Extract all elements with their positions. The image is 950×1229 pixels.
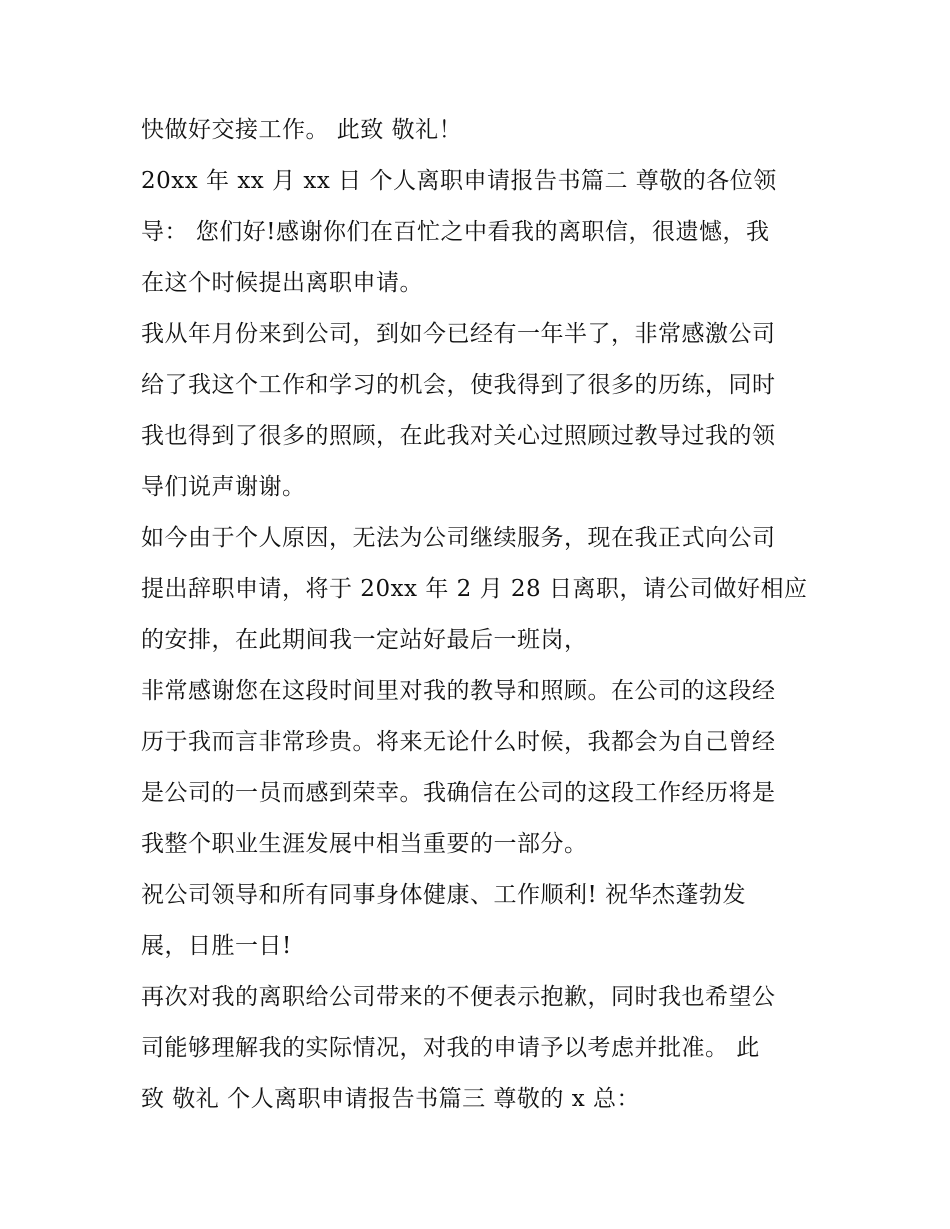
- text-line: 导们说声谢谢。: [141, 474, 306, 500]
- text-line: 在这个时候提出离职申请。: [141, 270, 423, 296]
- text-line: 致 敬礼 个人离职申请报告书篇三 尊敬的 x 总：: [141, 1086, 641, 1112]
- text-line: 给了我这个工作和学习的机会，使我得到了很多的历练，同时: [141, 372, 776, 398]
- text-line: 我也得到了很多的照顾，在此我对关心过照顾过教导过我的领: [141, 423, 776, 449]
- text-line: 祝公司领导和所有同事身体健康、工作顺利! 祝华杰蓬勃发: [141, 882, 747, 908]
- text-line: 再次对我的离职给公司带来的不便表示抱歉，同时我也希望公: [141, 984, 776, 1010]
- text-line: 展，日胜一日!: [141, 933, 292, 959]
- text-line: 的安排，在此期间我一定站好最后一班岗，: [141, 627, 588, 653]
- text-line: 是公司的一员而感到荣幸。我确信在公司的这段工作经历将是: [141, 780, 776, 806]
- text-line: 非常感谢您在这段时间里对我的教导和照顾。在公司的这段经: [141, 678, 776, 704]
- text-line: 我整个职业生涯发展中相当重要的一部分。: [141, 831, 588, 857]
- text-line: 提出辞职申请，将于 20xx 年 2 月 28 日离职，请公司做好相应: [141, 576, 808, 602]
- text-line: 历于我而言非常珍贵。将来无论什么时候，我都会为自己曾经: [141, 729, 776, 755]
- text-line: 司能够理解我的实际情况，对我的申请予以考虑并批准。 此: [141, 1035, 760, 1061]
- text-line: 导： 您们好!感谢你们在百忙之中看我的离职信，很遗憾，我: [141, 219, 770, 245]
- text-line: 我从年月份来到公司，到如今已经有一年半了，非常感激公司: [141, 321, 776, 347]
- text-line: 快做好交接工作。 此致 敬礼！: [141, 117, 463, 143]
- document-body: [141, 108, 821, 1128]
- text-line: 20xx 年 xx 月 xx 日 个人离职申请报告书篇二 尊敬的各位领: [141, 168, 777, 194]
- text-line: 如今由于个人原因，无法为公司继续服务，现在我正式向公司: [141, 525, 776, 551]
